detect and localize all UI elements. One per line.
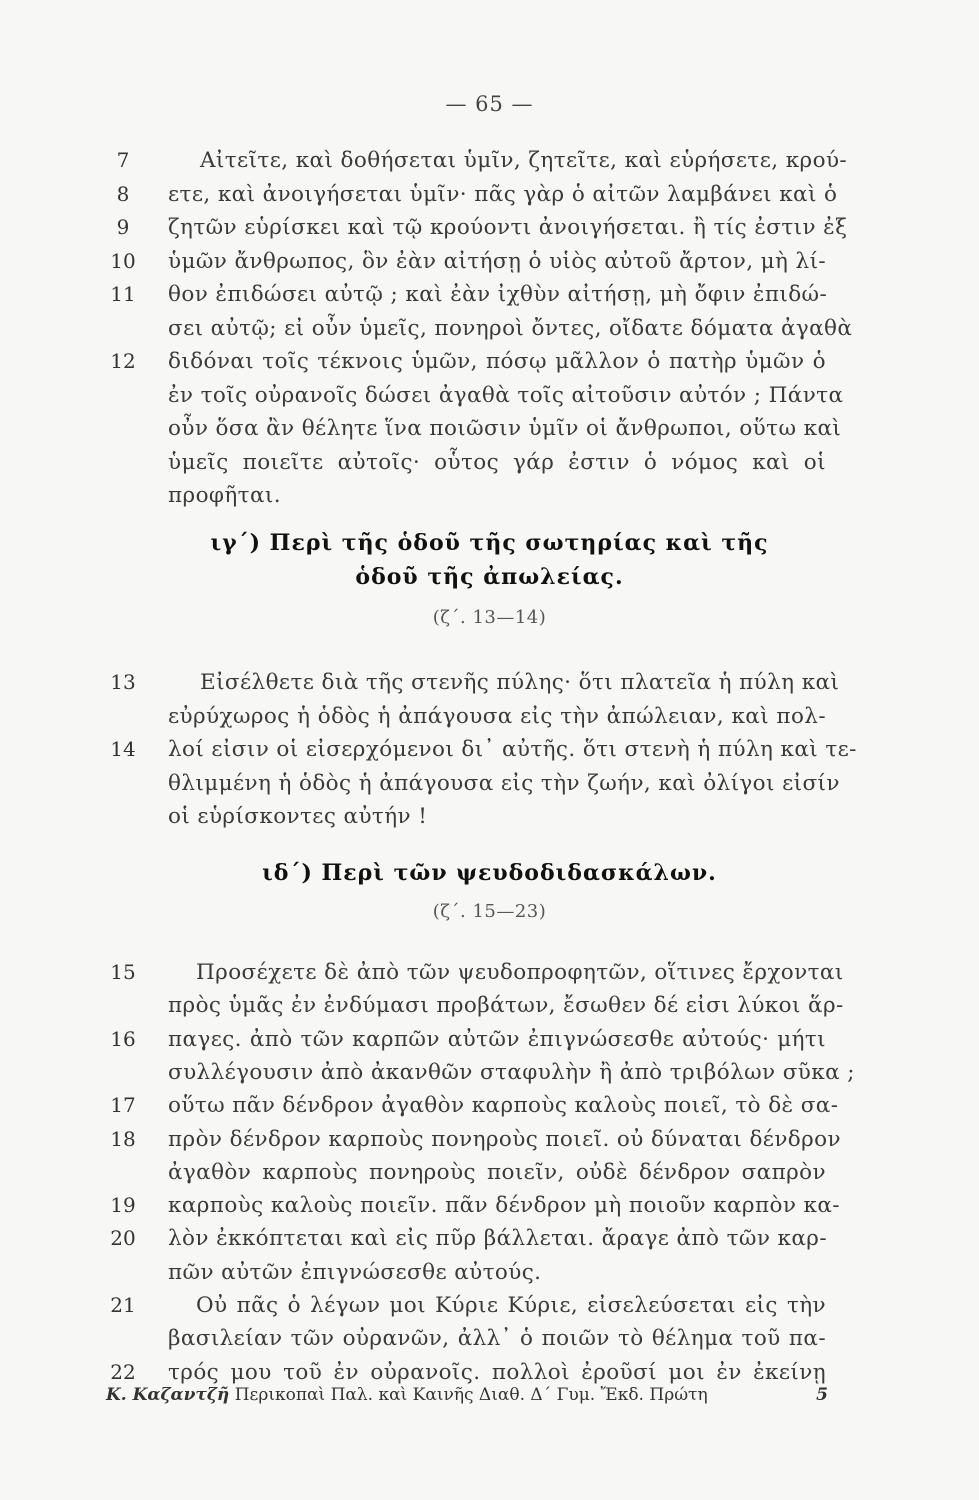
text-line: καρποὺς καλοὺς ποιεῖν. πᾶν δένδρον μὴ ποιοῦν καρπὸν κα- — [168, 1193, 840, 1219]
text-line: βασιλείαν τῶν οὐρανῶν, ἀλλ᾿ ὁ ποιῶν τὸ θέλημα τοῦ πα- — [168, 1326, 826, 1352]
page-number: — 65 — — [445, 92, 534, 116]
text-line: συλλέγουσιν ἀπὸ ἀκανθῶν σταφυλὴν ἢ ἀπὸ τριβόλων σῦκα ; — [168, 1059, 855, 1085]
verse-number: 21 — [110, 1293, 136, 1317]
text-line: οὖν ὅσα ἂν θέλητε ἵνα ποιῶσιν ὑμῖν οἱ ἄνθρωποι, οὕτω καὶ — [168, 416, 842, 441]
text-line: ἀγαθὸν καρποὺς πονηροὺς ποιεῖν, οὐδὲ δένδρον σαπρὸν — [168, 1159, 826, 1185]
verse-number — [96, 1256, 150, 1289]
text-line: θον ἐπιδώσει αὐτῷ ; καὶ ἐὰν ἰχθὺν αἰτήσῃ, μὴ ὄφιν ἐπιδώ- — [168, 282, 828, 307]
verse-number — [96, 800, 150, 833]
verse-number: 17 — [110, 1093, 136, 1118]
section-heading-14: ιδ΄) Περὶ τῶν ψευδοδιδασκάλων. — [262, 860, 717, 886]
section-reference-13: (ζ΄. 13—14) — [432, 607, 547, 628]
verse-number — [96, 1156, 150, 1189]
page-footer — [106, 1380, 828, 1410]
text-line: ὑμῶν ἄνθρωπος, ὃν ἐὰν αἰτήσῃ ὁ υἱὸς αὐτοῦ ἄρτον, μὴ λί- — [168, 248, 827, 274]
section-heading-13-cont: ὁδοῦ τῆς ἀπωλείας. — [355, 564, 624, 590]
text-line: τρός μου τοῦ ἐν οὐρανοῖς. πολλοὶ ἐροῦσί μοι ἐν ἐκείνῃ — [168, 1359, 826, 1385]
verse-number — [96, 767, 150, 800]
verse-number — [96, 1056, 150, 1089]
text-line: ετε, καὶ ἀνοιγήσεται ὑμῖν· πᾶς γὰρ ὁ αἰτῶν λαμβάνει καὶ ὁ — [168, 181, 838, 207]
verse-number: 12 — [110, 349, 136, 373]
text-line: διδόναι τοῖς τέκνοις ὑμῶν, πόσῳ μᾶλλον ὁ πατὴρ ὑμῶν ὁ — [168, 349, 826, 374]
footer-signature: 5 — [816, 1385, 828, 1405]
verse-number: 15 — [110, 960, 136, 984]
text-line: ἐν τοῖς οὐρανοῖς δώσει ἀγαθὰ τοῖς αἰτοῦσιν αὐτόν ; Πάντα — [168, 382, 844, 408]
verse-number — [96, 989, 150, 1022]
text-line: πρὸν δένδρον καρποὺς πονηροὺς ποιεῖ. οὐ δύναται δένδρον — [168, 1126, 841, 1152]
verse-number: 7 — [116, 148, 130, 172]
verse-number: 14 — [110, 737, 136, 761]
verse-number: 22 — [110, 1359, 136, 1384]
text-line: εὐρύχωρος ἡ ὁδὸς ἡ ἀπάγουσα εἰς τὴν ἀπώλειαν, καὶ πολ- — [168, 703, 826, 729]
text-line: παγες. ἀπὸ τῶν καρπῶν αὐτῶν ἐπιγνώσεσθε αὐτούς· μήτι — [168, 1026, 826, 1052]
text-line: Εἰσέλθετε διὰ τῆς στενῆς πύλης· ὅτι πλατεῖα ἡ πύλη καὶ — [200, 670, 840, 695]
footer-title: Περικοπαὶ Παλ. καὶ Καινῆς Διαθ. Δ΄ Γυμ. Ἔκδ. Πρώτη — [234, 1385, 708, 1405]
text-line: προφῆται. — [168, 483, 281, 508]
verse-number: 13 — [110, 670, 136, 694]
verse-number — [96, 700, 150, 733]
verse-number: 9 — [116, 215, 130, 239]
text-line: οὕτω πᾶν δένδρον ἀγαθὸν καρποὺς καλοὺς ποιεῖ, τὸ δὲ σα- — [168, 1093, 839, 1119]
verse-number: 20 — [110, 1226, 136, 1251]
verse-number: 19 — [110, 1193, 136, 1218]
verse-number — [96, 412, 150, 445]
text-line: πρὸς ὑμᾶς ἐν ἐνδύμασι προβάτων, ἔσωθεν δέ εἰσι λύκοι ἅρ- — [168, 993, 844, 1019]
verse-number — [96, 479, 150, 512]
verse-number — [96, 379, 150, 412]
text-line: λοί εἰσιν οἱ εἰσερχόμενοι δι᾿ αὐτῆς. ὅτι στενὴ ἡ πύλη καὶ τε- — [168, 737, 857, 762]
text-line: Προσέχετε δὲ ἀπὸ τῶν ψευδοπροφητῶν, οἵτινες ἔρχονται — [196, 960, 844, 985]
text-line: Αἰτεῖτε, καὶ δοθήσεται ὑμῖν, ζητεῖτε, καὶ εὑρήσετε, κρού- — [200, 148, 848, 173]
text-line: πῶν αὐτῶν ἐπιγνώσεσθε αὐτούς. — [168, 1259, 542, 1285]
verse-number — [96, 1322, 150, 1355]
section-heading-13: ιγ΄) Περὶ τῆς ὁδοῦ τῆς σωτηρίας καὶ τῆς — [210, 530, 769, 556]
verse-number: 16 — [110, 1026, 136, 1051]
text-line: λὸν ἐκκόπτεται καὶ εἰς πῦρ βάλλεται. ἄραγε ἀπὸ τῶν καρ- — [168, 1226, 827, 1252]
text-line: οἱ εὑρίσκοντες αὐτήν ! — [168, 804, 428, 829]
text-line: ζητῶν εὑρίσκει καὶ τῷ κρούοντι ἀνοιγήσεται. ἢ τίς ἐστιν ἐξ — [168, 215, 848, 240]
verse-number: 8 — [116, 181, 130, 206]
verse-number: 11 — [110, 282, 136, 306]
section-reference-14: (ζ΄. 15—23) — [432, 901, 547, 922]
footer-author: Κ. Καζαντζῆ — [106, 1385, 230, 1405]
verse-number: 10 — [110, 248, 136, 273]
verse-number: 18 — [110, 1126, 136, 1151]
text-line: ὑμεῖς ποιεῖτε αὐτοῖς· οὗτος γάρ ἐστιν ὁ νόμος καὶ οἱ — [168, 449, 826, 475]
text-line: θλιμμένη ἡ ὁδὸς ἡ ἀπάγουσα εἰς τὴν ζωήν, καὶ ὀλίγοι εἰσίν — [168, 770, 840, 796]
text-line: σει αὐτῷ; εἰ οὖν ὑμεῖς, πονηροὶ ὄντες, οἴδατε δόματα ἀγαθὰ — [168, 315, 853, 341]
verse-number — [96, 446, 150, 479]
text-line: Οὐ πᾶς ὁ λέγων μοι Κύριε Κύριε, εἰσελεύσεται εἰς τὴν — [196, 1293, 826, 1318]
verse-number — [96, 312, 150, 345]
